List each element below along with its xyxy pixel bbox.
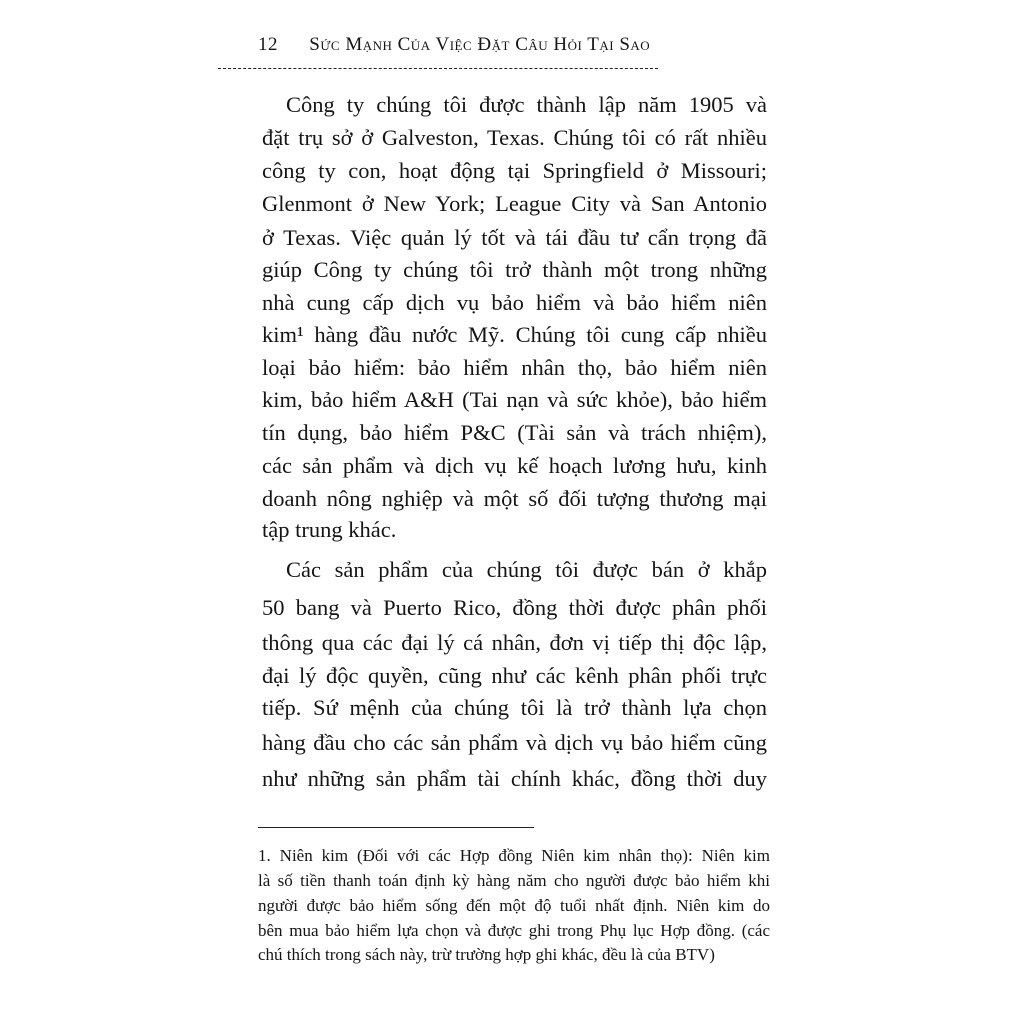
text-line: tiếp. Sứ mệnh của chúng tôi là trở thành lựa chọn bbox=[262, 695, 767, 720]
footnote-line: 1. Niên kim (Đối với các Hợp đồng Niên kim nhân thọ): Niên kim bbox=[258, 846, 770, 865]
footnote-line: chú thích trong sách này, trừ trường hợp ghi khác, đều là của BTV) bbox=[258, 945, 715, 964]
text-line: thông qua các đại lý cá nhân, đơn vị tiếp thị độc lập, bbox=[262, 630, 767, 655]
text-line: đại lý độc quyền, cũng như các kênh phân phối trực bbox=[262, 663, 767, 688]
text-line: nhà cung cấp dịch vụ bảo hiểm và bảo hiểm niên bbox=[262, 290, 767, 315]
text-line: giúp Công ty chúng tôi trở thành một trong những bbox=[262, 257, 767, 282]
footnote-line: bên mua bảo hiểm lựa chọn và được ghi trong Phụ lục Hợp đồng. (các bbox=[258, 921, 770, 940]
text-line: hàng đầu cho các sản phẩm và dịch vụ bảo hiểm cũng bbox=[262, 730, 767, 755]
running-header bbox=[258, 34, 650, 56]
text-line: Công ty chúng tôi được thành lập năm 1905 và bbox=[286, 92, 767, 117]
text-line: như những sản phẩm tài chính khác, đồng thời duy bbox=[262, 766, 767, 791]
text-line: đặt trụ sở ở Galveston, Texas. Chúng tôi có rất nhiều bbox=[262, 125, 767, 150]
text-line: 50 bang và Puerto Rico, đồng thời được phân phối bbox=[262, 595, 767, 620]
text-line: tín dụng, bảo hiểm P&C (Tài sản và trách nhiệm), bbox=[262, 420, 767, 445]
text-line: kim¹ hàng đầu nước Mỹ. Chúng tôi cung cấp nhiều bbox=[262, 322, 767, 347]
text-line: công ty con, hoạt động tại Springfield ở Missouri; bbox=[262, 158, 767, 183]
text-line: loại bảo hiểm: bảo hiểm nhân thọ, bảo hiểm niên bbox=[262, 355, 767, 380]
header-divider bbox=[218, 68, 658, 69]
text-line: kim, bảo hiểm A&H (Tai nạn và sức khỏe), bảo hiểm bbox=[262, 387, 767, 412]
footnote-divider bbox=[258, 827, 534, 828]
text-line: các sản phẩm và dịch vụ kế hoạch lương hưu, kinh bbox=[262, 453, 767, 478]
book-title: Sức Mạnh Của Việc Đặt Câu Hỏi Tại Sao bbox=[309, 34, 651, 55]
text-line: tập trung khác. bbox=[262, 517, 397, 542]
text-line: ở Texas. Việc quản lý tốt và tái đầu tư cẩn trọng đã bbox=[262, 225, 767, 250]
footnote-line: người được bảo hiểm sống đến một độ tuổi nhất định. Niên kim do bbox=[258, 896, 770, 915]
text-line: doanh nông nghiệp và một số đối tượng thương mại bbox=[262, 486, 767, 511]
text-line: Các sản phẩm của chúng tôi được bán ở khắp bbox=[286, 557, 767, 582]
footnote-line: là số tiền thanh toán định kỳ hàng năm cho người được bảo hiểm khi bbox=[258, 871, 770, 890]
page-number: 12 bbox=[258, 34, 278, 55]
text-line: Glenmont ở New York; League City và San Antonio bbox=[262, 191, 767, 216]
